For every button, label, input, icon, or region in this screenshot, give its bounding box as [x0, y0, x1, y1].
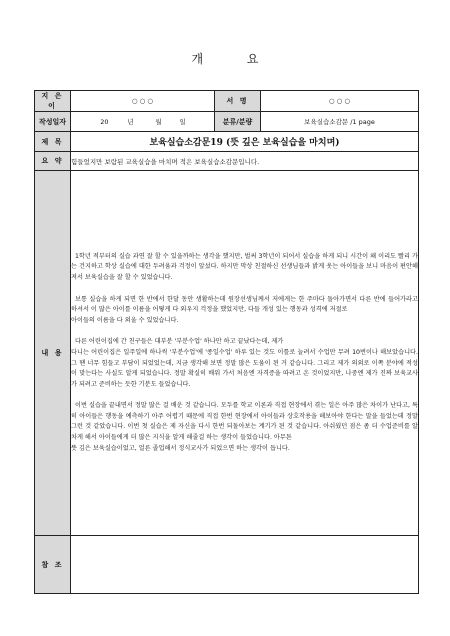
summary-row — [35, 152, 419, 171]
reference-label: 참 조 — [35, 536, 71, 594]
date-year: 20 — [100, 118, 109, 126]
signature-value: ○ ○ ○ — [261, 91, 419, 112]
date-row — [35, 112, 419, 132]
content-row — [35, 171, 419, 536]
content-label: 내 용 — [35, 171, 71, 536]
date-day-unit: 일 — [179, 118, 186, 126]
date-label: 작성일자 — [35, 112, 71, 132]
content-paragraph-2: 보통 실습을 하게 되면 한 반에서 한달 동안 생활하는데 원장선생님께서 저에게는 한 주마다 돌아가면서 다른 반에 들어가라고 하셔서 이 많은 아이를 이름을 어떻게 다 외우지 걱정을 했었지만, 다들 개성 있는 행동과 성격에 저절로 아이들의 이름을 다 외울 수 있었습니다. — [71, 295, 418, 324]
content-paragraph-3: 다른 어린이집에 간 친구들은 대부분 '부분수업' 하나만 하고 끝났다는데, 제가 다니는 어린이집은 일주일에 하나씩 '부분수업'에 '종일수업' 하루 있는 것도 이틀로 늘려서 수업만 무려 10번이나 해보았습니다. 그 땐 너무 힘들고 부담이 되었었는데, 지금 생각해 보면 정말 많은 도움이 된 거 같습니다. 그리고 제가 의외로 이쪽 분야에 적성이 맞는다는 사실도 알게 되었습니다. 정말 확실히 배워 가서 처음엔 자격증을 따려고 온 것이었지만, 나중엔 제가 진짜 보육교사가 되려고 준비하는 듯한 기분도 들었습니다. — [71, 338, 418, 388]
date-value — [71, 112, 215, 132]
date-year-unit: 년 — [127, 118, 134, 126]
reference-value — [71, 536, 419, 594]
author-value: ○ ○ ○ — [71, 91, 215, 112]
reference-row — [35, 536, 419, 594]
document-title: 보육실습소감문19 (뜻 깊은 보육실습을 마치며) — [71, 132, 419, 152]
content-paragraph-1: 1학년 적부터의 실습 과연 잘 할 수 있을까하는 생각을 했지만, 벌써 3학년이 되어서 실습을 하게 되니 시간이 왜 이리도 빨리 가는 건지하고 학상 실습에 대한 두려움과 걱정이 앞섰다. 하지만 막상 친절하신 선생님들과 밝게 웃는 아이들을 보니 마음이 편안해져서 보육실습을 잘 할 수 있었습니다. — [71, 252, 418, 281]
summary-label: 요 약 — [35, 152, 71, 171]
summary-value: 힘들었지만 보람된 교육실습을 마치며 적은 보육실습소감문입니다. — [71, 152, 419, 171]
author-label: 지 은 이 — [35, 91, 71, 112]
title-label: 제 목 — [35, 132, 71, 152]
signature-label: 서 명 — [215, 91, 261, 112]
title-row — [35, 132, 419, 152]
category-value: 보육실습소감문 /1 page — [261, 112, 419, 132]
page-title: 개 요 — [191, 52, 279, 66]
category-label: 분류/분량 — [215, 112, 261, 132]
content-body — [71, 171, 419, 536]
summary-form-table — [34, 90, 419, 594]
date-month-unit: 월 — [155, 118, 162, 126]
content-paragraph-4: 이번 실습을 끝내면서 정말 많은 걸 배운 것 같습니다. 모두를 학교 이론과 직접 현장에서 겪는 일은 아주 많은 차이가 난다고, 특히 아이들은 행동을 예측하기 아주 어렵기 때문에 직접 한번 현장에서 아이들과 상호작용을 해보아야 한다는 말을 들었는데 정말 그런 것 같았습니다. 이번 첫 실습은 제 자신을 다시 한번 되돌아보는 계기가 된 것 같습니다. 아쉬웠던 점은 좀 더 수업준비를 알차게 해서 아이들에게 더 많은 지식을 알게 해줄걸 하는 생각이 들었습니다. 아무튼 뜻 깊은 보육실습이었고, 얼른 졸업해서 정식교사가 되었으면 하는 생각이 듭니다. — [71, 402, 418, 452]
author-row — [35, 91, 419, 112]
